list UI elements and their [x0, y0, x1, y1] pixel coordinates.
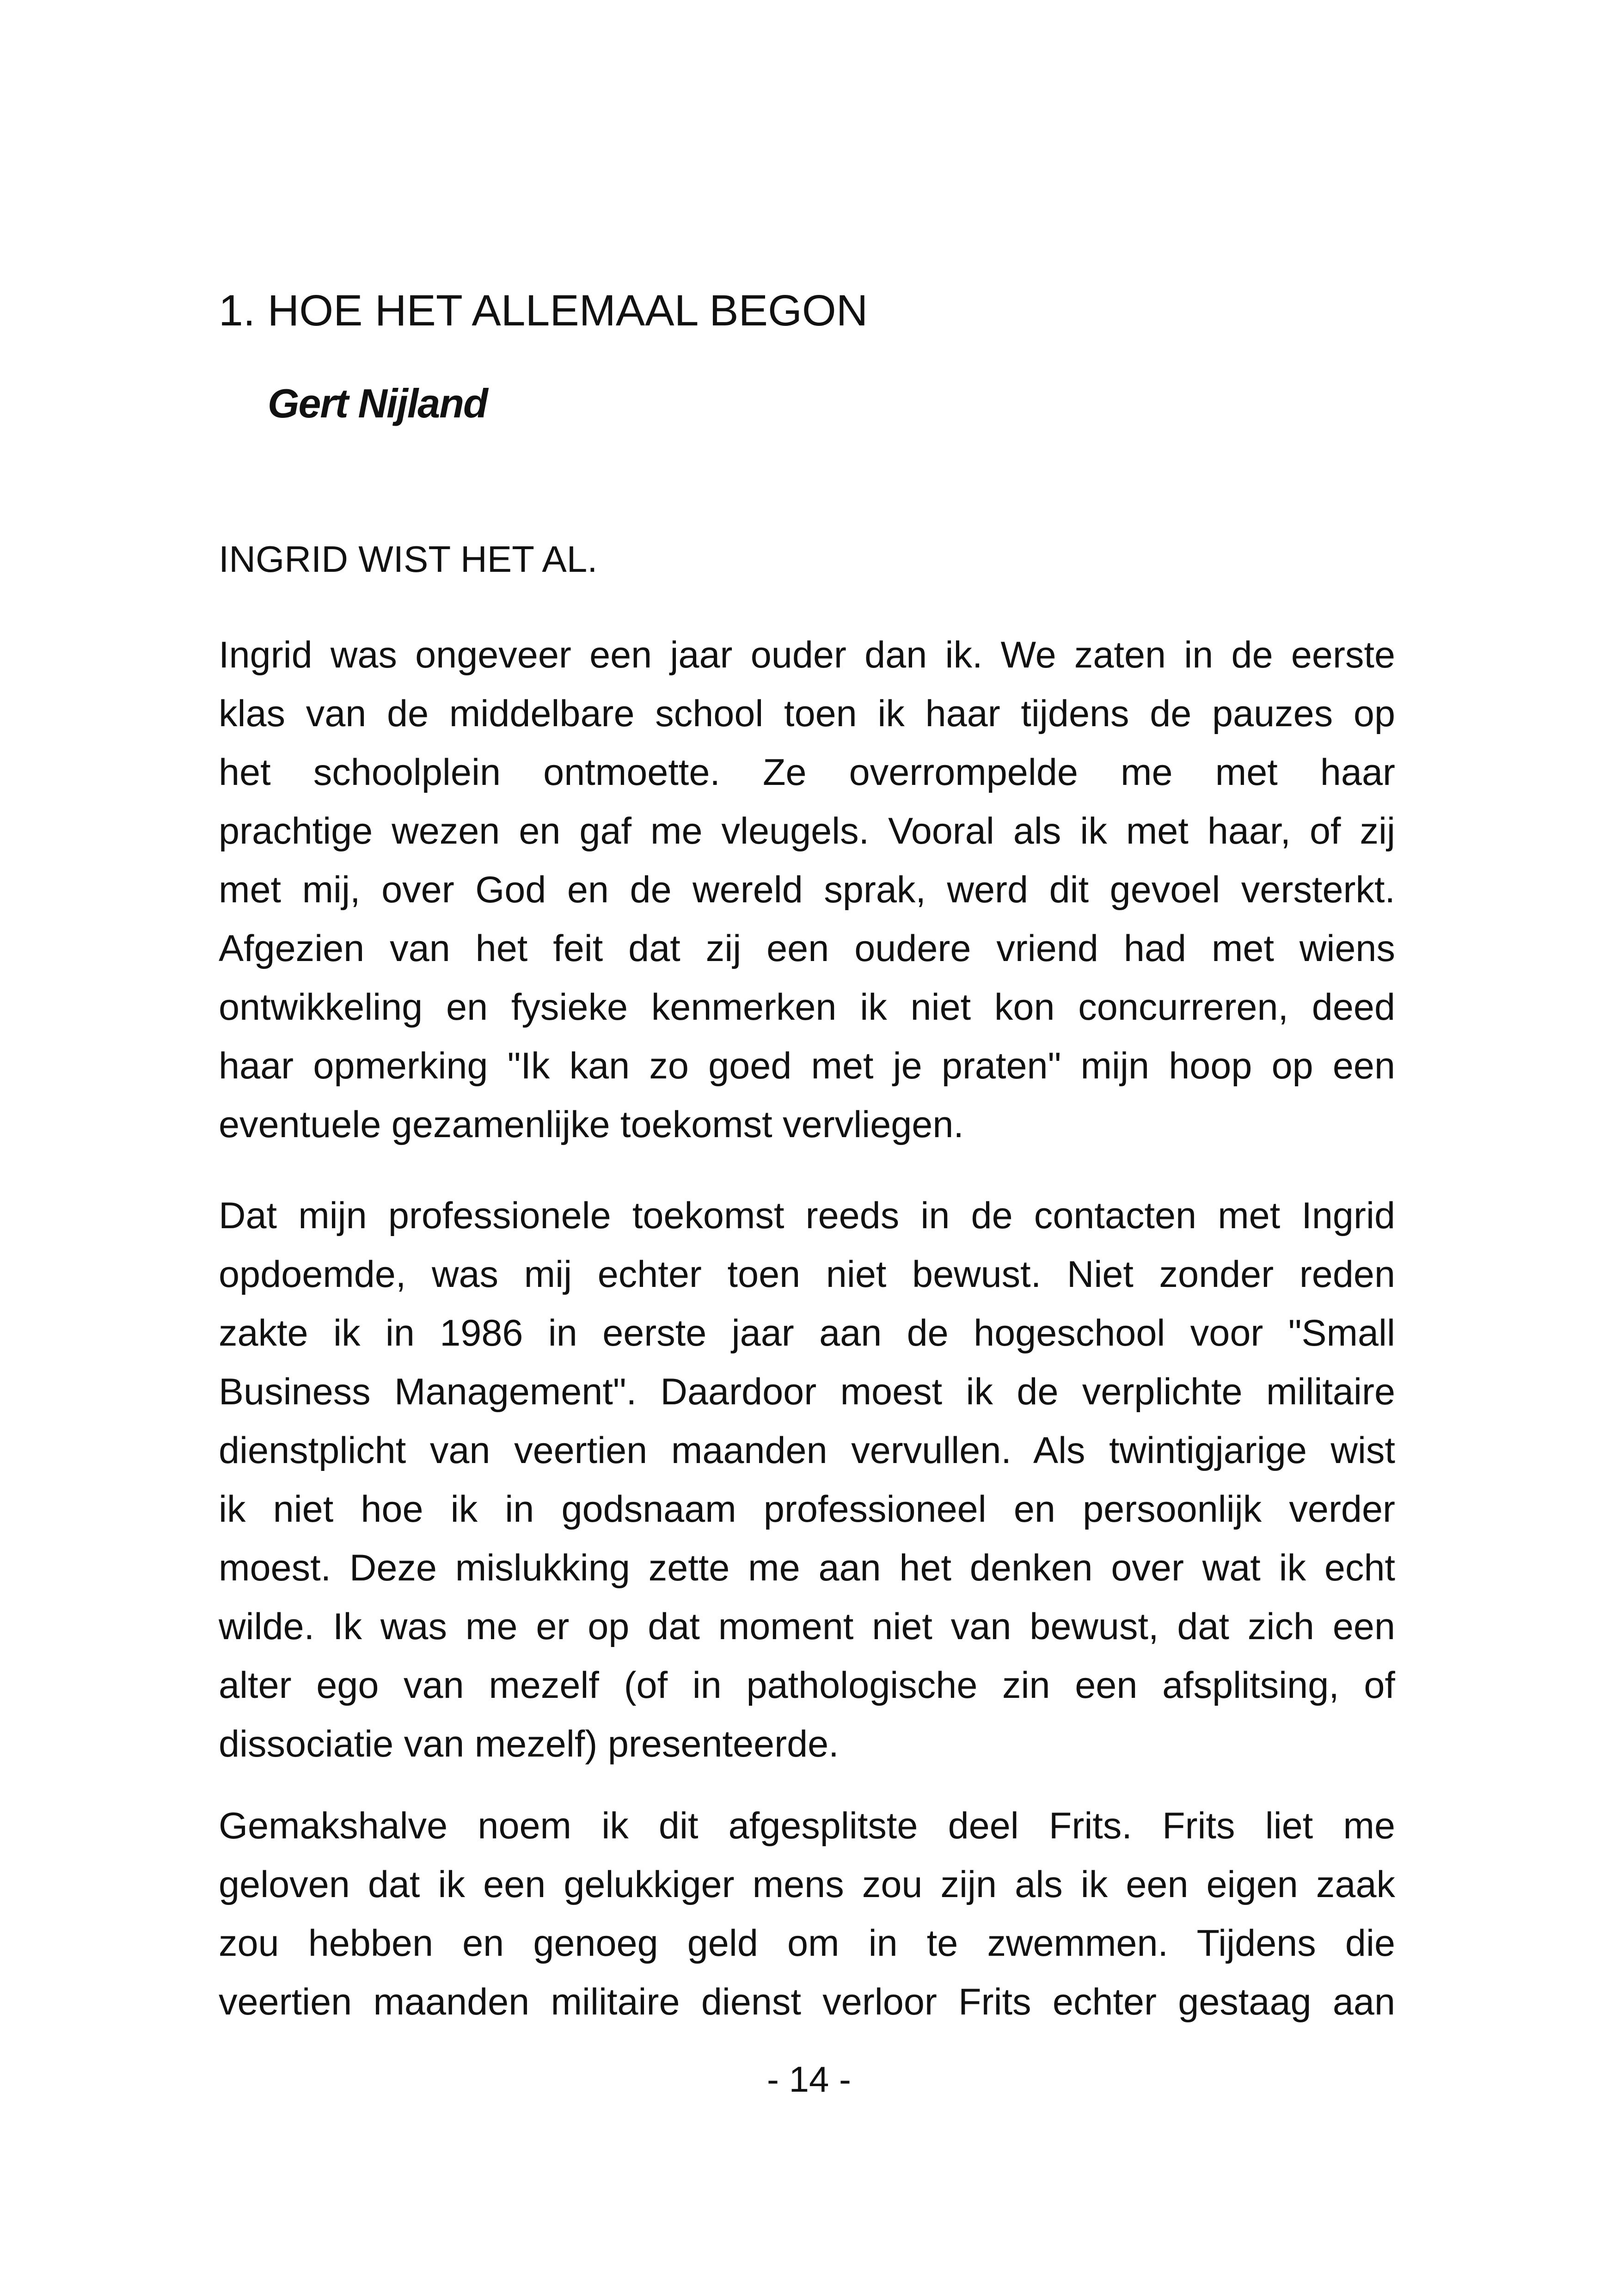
- text-line: geloven dat ik een gelukkiger mens zou zijn als ik een eigen zaak: [219, 1864, 1395, 1905]
- text-line: moest. Deze mislukking zette me aan het denken over wat ik echt: [219, 1547, 1395, 1589]
- paragraph-2: [219, 1187, 1395, 1774]
- text-line: alter ego van mezelf (of in pathologische zin een afsplitsing, of: [219, 1665, 1395, 1706]
- text-line: Business Management". Daardoor moest ik de verplichte militaire: [219, 1371, 1395, 1413]
- section-heading: INGRID WIST HET AL.: [219, 539, 598, 580]
- paragraph-1: [219, 626, 1395, 1154]
- text-line: Afgezien van het feit dat zij een oudere vriend had met wiens: [219, 928, 1395, 969]
- chapter-title: 1. HOE HET ALLEMAAL BEGON: [219, 286, 868, 335]
- text-line: prachtige wezen en gaf me vleugels. Vooral als ik met haar, of zij: [219, 810, 1395, 852]
- page-number: - 14 -: [766, 2059, 852, 2100]
- text-line: met mij, over God en de wereld sprak, werd dit gevoel versterkt.: [219, 869, 1395, 911]
- text-line: Dat mijn professionele toekomst reeds in de contacten met Ingrid: [219, 1195, 1395, 1237]
- text-line: klas van de middelbare school toen ik haar tijdens de pauzes op: [219, 693, 1395, 735]
- text-line: ik niet hoe ik in godsnaam professioneel en persoonlijk verder: [219, 1488, 1395, 1530]
- text-line: haar opmerking "Ik kan zo goed met je praten" mijn hoop op een: [219, 1045, 1395, 1087]
- text-line: wilde. Ik was me er op dat moment niet van bewust, dat zich een: [219, 1606, 1395, 1647]
- text-line: het schoolplein ontmoette. Ze overrompelde me met haar: [219, 752, 1395, 793]
- text-line: Gemakshalve noem ik dit afgesplitste deel Frits. Frits liet me: [219, 1805, 1395, 1847]
- text-line: zakte ik in 1986 in eerste jaar aan de hogeschool voor "Small: [219, 1312, 1395, 1354]
- text-line: eventuele gezamenlijke toekomst vervliegen.: [219, 1104, 964, 1145]
- text-line: dissociatie van mezelf) presenteerde.: [219, 1723, 839, 1765]
- text-line: ontwikkeling en fysieke kenmerken ik niet kon concurreren, deed: [219, 986, 1395, 1028]
- paragraph-3: [219, 1797, 1395, 2032]
- author-name: Gert Nijland: [268, 380, 487, 426]
- text-line: veertien maanden militaire dienst verloor Frits echter gestaag aan: [219, 1981, 1395, 2023]
- text-line: Ingrid was ongeveer een jaar ouder dan ik. We zaten in de eerste: [219, 634, 1395, 676]
- text-line: opdoemde, was mij echter toen niet bewust. Niet zonder reden: [219, 1254, 1395, 1295]
- text-line: dienstplicht van veertien maanden vervullen. Als twintigjarige wist: [219, 1430, 1395, 1471]
- text-line: zou hebben en genoeg geld om in te zwemmen. Tijdens die: [219, 1923, 1395, 1964]
